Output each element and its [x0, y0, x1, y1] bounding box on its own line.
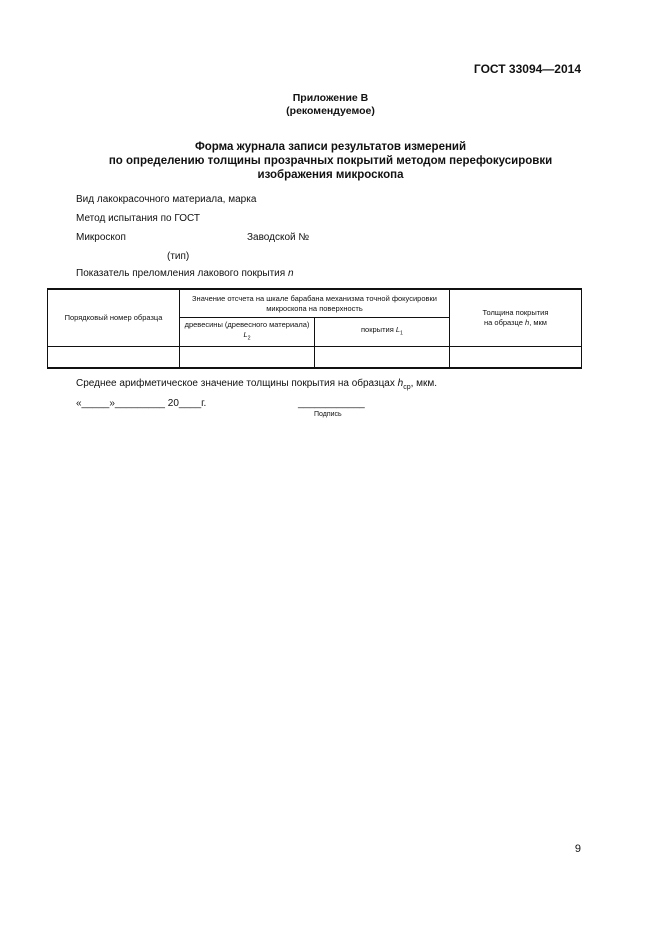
- signature-label: Подпись: [314, 411, 342, 418]
- coating-label: покрытия: [361, 325, 396, 334]
- form-title-line-1: Форма журнала записи результатов измерений: [194, 141, 467, 153]
- field-material: Вид лакокрасочного материала, марка: [76, 194, 257, 205]
- appendix-status: (рекомендуемое): [286, 105, 375, 117]
- form-title: [0, 140, 661, 182]
- average-label: Среднее арифметическое значение толщины покрытия на образцах: [76, 378, 398, 389]
- header-coating-thickness: [449, 289, 581, 346]
- thickness-line-1: Толщина покрытия: [482, 307, 549, 317]
- measurement-journal-table: [47, 288, 582, 369]
- page-number: 9: [574, 843, 581, 855]
- coating-symbol: L: [395, 325, 401, 334]
- refraction-symbol: n: [287, 268, 294, 279]
- date-line: «_____»_________ 20____г.: [76, 398, 207, 409]
- wood-symbol: L: [243, 330, 248, 339]
- subheader-wood: [179, 318, 314, 347]
- standard-number: ГОСТ 33094—2014: [473, 62, 581, 76]
- cell-coating-reading[interactable]: [314, 346, 449, 368]
- thickness-symbol: h: [525, 317, 530, 327]
- header-sample-number: Порядковый номер образца: [48, 289, 180, 346]
- cell-wood-reading[interactable]: [179, 346, 314, 368]
- cell-thickness[interactable]: [449, 346, 581, 368]
- field-refraction-index: [76, 268, 294, 279]
- thickness-prefix: на образце: [484, 317, 526, 327]
- wood-label: древесины (древесного материала): [184, 320, 310, 329]
- appendix-title: Приложение В: [292, 92, 369, 104]
- field-type-caption: (тип): [167, 251, 190, 262]
- average-index: ср: [403, 384, 411, 391]
- field-microscope: Микроскоп: [76, 232, 126, 243]
- coating-index: 1: [400, 330, 403, 337]
- thickness-unit: , мкм: [529, 317, 547, 327]
- refraction-label: Показатель преломления лакового покрытия: [76, 268, 288, 279]
- average-thickness-line: [76, 378, 437, 391]
- average-symbol: h: [397, 378, 404, 389]
- subheader-coating: [314, 318, 449, 347]
- form-title-line-3: изображения микроскопа: [257, 169, 404, 181]
- appendix-heading: [0, 92, 661, 118]
- field-factory-number: Заводской №: [247, 232, 310, 243]
- table-header-row: [48, 289, 582, 318]
- header-scale-reading: Значение отсчета на шкале барабана механизма точной фокусировки микроскопа на поверхность: [179, 289, 449, 318]
- average-unit: , мкм.: [410, 378, 438, 389]
- table-row: [48, 346, 582, 368]
- form-title-line-2: по определению толщины прозрачных покрытий методом перефокусировки: [108, 155, 553, 167]
- wood-index: 2: [247, 335, 251, 342]
- signature-line: ____________: [298, 398, 365, 409]
- field-test-method: Метод испытания по ГОСТ: [76, 213, 200, 224]
- cell-sample-number[interactable]: [48, 346, 180, 368]
